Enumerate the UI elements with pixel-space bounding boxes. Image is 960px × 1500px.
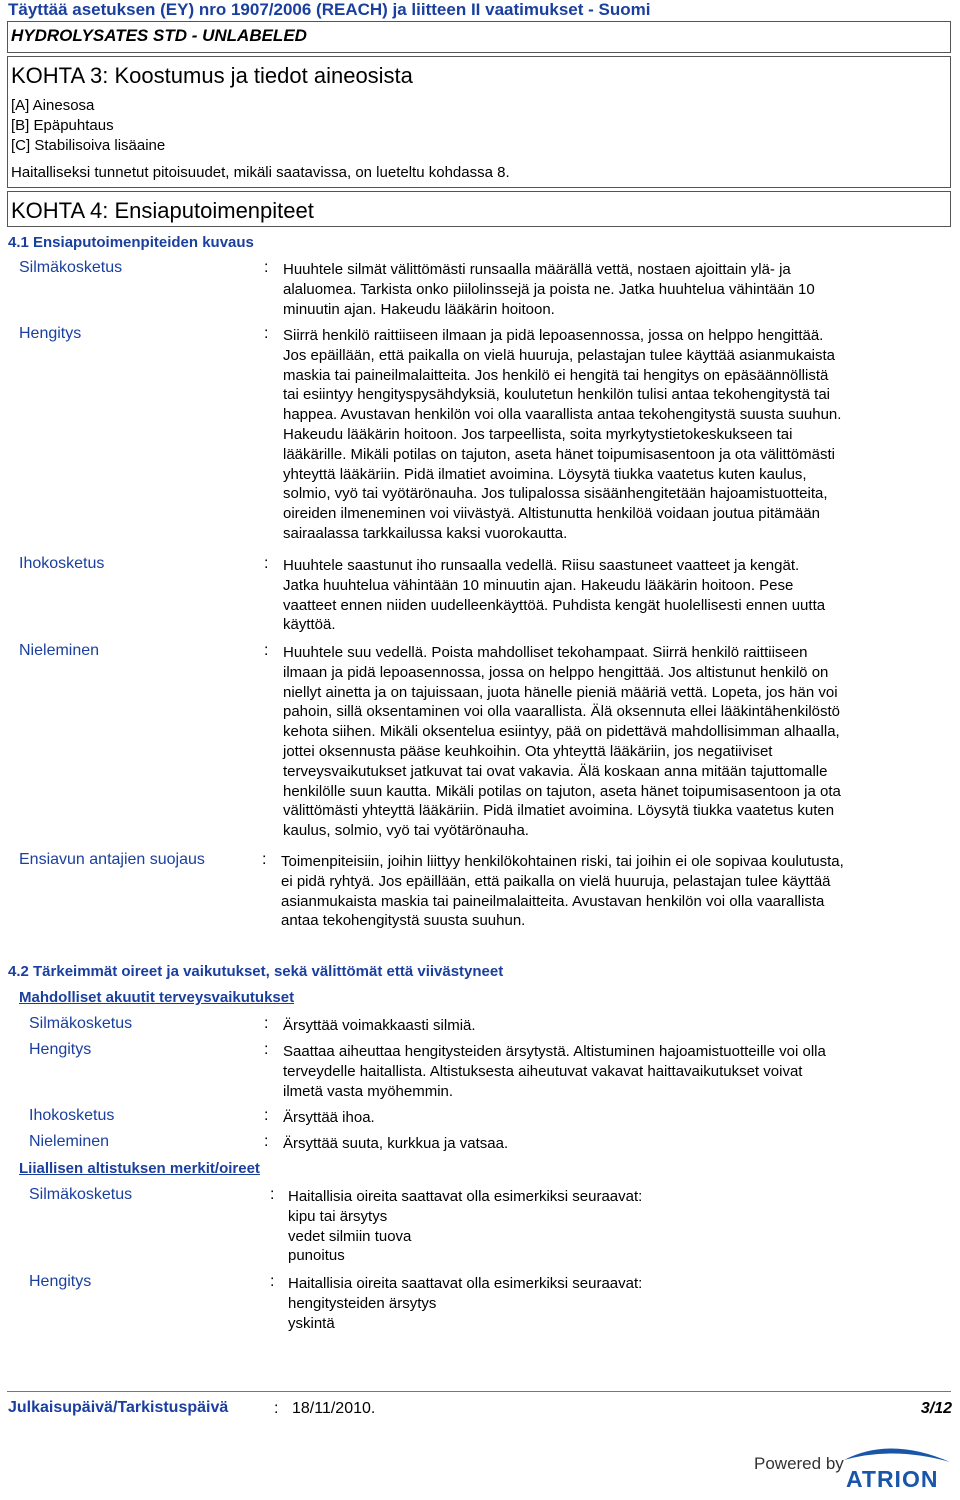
text-line: Huuhtele silmät välittömästi runsaalla määrällä vettä, nostaen ajoittain ylä- ja (283, 261, 791, 278)
legend-line-c: [C] Stabilisoiva lisäaine (11, 137, 166, 154)
text-line: Saattaa aiheuttaa hengitysteiden ärsytystä. Altistuminen hajoamistuotteille voi olla (283, 1043, 826, 1060)
first-aid-silmakosketus-text (283, 260, 815, 319)
acute-nieleminen-label: Nieleminen (29, 1133, 110, 1150)
text-line: oireiden ilmeneminen voi viivästyä. Altistunutta henkilöä voidaan joutua pitämään (283, 505, 820, 523)
text-line: happea. Avustavan henkilön voi olla vaarallista antaa tekohengitystä suusta suuhun. (283, 406, 842, 424)
footer-colon: : (274, 1400, 279, 1417)
acute-colon: : (264, 1133, 269, 1150)
page-number: 3/12 (920, 1400, 952, 1417)
legend-line-b: [B] Epäpuhtaus (11, 117, 114, 134)
first-aid-hengitys-text (283, 326, 841, 544)
text-line: terveydelle haitallista. Altistuksesta aiheutuvat vakavat haittavaikutukset voivat (283, 1062, 803, 1080)
acute-colon: : (264, 1107, 269, 1124)
acute-ihokosketus-text (283, 1108, 375, 1128)
first-aid-ensiavun-antajien-suojaus-text (281, 852, 844, 931)
text-line: solmio, vyö tai vyötärönauha. Jos tulipalossa sisäänhengitetään hajoamistuotteita, (283, 485, 828, 503)
text-line: Huuhtele suu vedellä. Poista mahdolliset tekohampaat. Siirrä henkilö raittiiseen (283, 644, 808, 661)
first-aid-ensiavun-antajien-suojaus-label: Ensiavun antajien suojaus (19, 851, 205, 868)
first-aid-colon: : (264, 555, 269, 572)
text-line: punoitus (288, 1247, 345, 1265)
text-line: Huuhtele saastunut iho runsaalla vedellä. Riisu saastuneet vaatteet ja kengät. (283, 557, 800, 574)
section-4-title: KOHTA 4: Ensiaputoimenpiteet (11, 198, 314, 223)
text-line: kipu tai ärsytys (288, 1207, 388, 1225)
text-line: Toimenpiteisiin, joihin liittyy henkilökohtainen riski, tai joihin ei ole sopivaa koulutusta, (281, 853, 844, 870)
overexposure-heading: Liiallisen altistuksen merkit/oireet (19, 1160, 260, 1177)
first-aid-silmakosketus-label: Silmäkosketus (19, 259, 123, 276)
subsection-4-2-title: 4.2 Tärkeimmät oireet ja vaikutukset, sekä välittömät että viivästyneet (8, 963, 504, 980)
hazard-note: Haitalliseksi tunnetut pitoisuudet, mikäli saatavissa, on lueteltu kohdassa 8. (11, 164, 510, 181)
first-aid-nieleminen-label: Nieleminen (19, 642, 100, 659)
text-line: pahoin, sillä oksentaminen voi olla vaarallista. Älä oksennuta ellei lääkintähenkilöstö (283, 703, 840, 721)
text-line: kaulus, solmio, vyö tai vyötärönauha. (283, 822, 529, 840)
acute-colon: : (264, 1041, 269, 1058)
text-line: Haitallisia oireita saattavat olla esimerkiksi seuraavat: (288, 1275, 643, 1292)
text-line: Ärsyttää ihoa. (283, 1109, 375, 1126)
text-line: sairaalassa tarkkailussa kaksi vuorokautta. (283, 524, 568, 542)
text-line: Ärsyttää suuta, kurkkua ja vatsaa. (283, 1135, 509, 1152)
text-line: terveysvaikutukset jatkuvat tai ovat vakavia. Älä koskaan anna mitään tajuttomalle (283, 762, 828, 780)
subsection-4-1-title: 4.1 Ensiaputoimenpiteiden kuvaus (8, 234, 254, 251)
text-line: ilmetä vasta myöhemmin. (283, 1082, 454, 1100)
acute-hengitys-text (283, 1042, 826, 1101)
section-4-box (7, 191, 951, 227)
text-line: Jatka huuhtelua vähintään 10 minuutin ajan. Hakeudu lääkärin hoitoon. Pese (283, 576, 794, 594)
text-line: tai esiintyy hengityspysähdyksiä, koulutetun henkilön tulisi antaa tekohengitystä tai (283, 386, 830, 404)
overexposure-colon: : (270, 1186, 275, 1203)
footer-divider (7, 1391, 951, 1392)
text-line: hengitysteiden ärsytys (288, 1294, 437, 1312)
overexposure-hengitys-label: Hengitys (29, 1273, 92, 1290)
legend-line-a: [A] Ainesosa (11, 97, 95, 114)
product-name-box (7, 21, 951, 53)
first-aid-colon: : (262, 851, 267, 868)
text-line: henkilölle suun kautta. Mikäli potilas on tajuton, aseta hänet toipumisasentoon ja ota (283, 782, 841, 800)
text-line: ilmaan ja pidä lepoasennossa, jossa on helppo hengittää. Jos altistunut henkilö on (283, 663, 829, 681)
text-line: asianmukaista maskia tai paineilmalaitteita. Avustavan henkilön voi olla vaarallista (281, 892, 825, 910)
product-name: HYDROLYSATES STD - UNLABELED (11, 26, 307, 45)
first-aid-hengitys-label: Hengitys (19, 325, 82, 342)
first-aid-nieleminen-text (283, 643, 841, 841)
section-3-box (7, 56, 951, 188)
text-line: vaatteet ennen niiden uudelleenkäyttöä. Puhdista kengät huolellisesti ennen uutta (283, 596, 826, 614)
document-title: Täyttää asetuksen (EY) nro 1907/2006 (REACH) ja liitteen II vaatimukset - Suomi (8, 0, 651, 19)
acute-nieleminen-text (283, 1134, 508, 1154)
text-line: Haitallisia oireita saattavat olla esimerkiksi seuraavat: (288, 1188, 643, 1205)
text-line: ei pidä ryhtyä. Jos epäillään, että paikalla on vielä huuruja, pelastajan tulee käyttää (281, 872, 831, 890)
first-aid-colon: : (264, 642, 269, 659)
overexposure-silmakosketus-text (288, 1187, 642, 1266)
text-line: käyttöä. (283, 616, 336, 634)
acute-hengitys-label: Hengitys (29, 1041, 92, 1058)
first-aid-colon: : (264, 325, 269, 342)
text-line: minuutin ajan. Hakeudu lääkärin hoitoon. (283, 300, 555, 318)
atrion-brand-text: ATRION (846, 1466, 939, 1492)
logo-swoosh (844, 1448, 950, 1462)
overexposure-hengitys-text (288, 1274, 642, 1333)
section-3-title: KOHTA 3: Koostumus ja tiedot aineosista (11, 63, 413, 88)
acute-effects-heading: Mahdolliset akuutit terveysvaikutukset (19, 989, 295, 1006)
first-aid-ihokosketus-label: Ihokosketus (19, 555, 105, 572)
text-line: jottei oksennusta pääse keuhkoihin. Ota yhteyttä lääkäriin, jos negatiiviset (283, 742, 773, 760)
overexposure-colon: : (270, 1273, 275, 1290)
overexposure-silmakosketus-label: Silmäkosketus (29, 1186, 133, 1203)
first-aid-ihokosketus-text (283, 556, 825, 635)
atrion-logo (752, 1440, 956, 1492)
text-line: kehota siihen. Mikäli oksentelua esiintyy, pää on pidettävä mahdollisimman alhaalla, (283, 723, 840, 741)
text-line: yskintä (288, 1314, 335, 1332)
acute-silmakosketus-text (283, 1016, 476, 1036)
text-line: yhteyttä lääkäriin. Pidä ilmatiet avoimina. Löysytä tiukka vaatetus kuten kaulus, (283, 465, 807, 483)
text-line: maskia tai paineilmalaitteita. Jos henkilö ei hengitä tai hengitys on epäsäännöllistä (283, 366, 829, 384)
footer-date: 18/11/2010. (292, 1400, 376, 1417)
acute-colon: : (264, 1015, 269, 1032)
text-line: Jos epäillään, että paikalla on vielä huuruja, pelastajan tulee käyttää asianmukaista (283, 346, 836, 364)
text-line: Siirrä henkilö raittiiseen ilmaan ja pidä lepoasennossa, jossa on helppo hengittää. (283, 327, 824, 344)
powered-by-text: Powered by (754, 1454, 844, 1473)
text-line: niellyt ainetta ja on tajuissaan, juota hänelle pieniä määriä vettä. Lopeta, jos hän voi (283, 683, 838, 701)
text-line: alaluomea. Tarkista onko piilolinssejä ja poista ne. Jatka huuhtelua vähintään 10 (283, 280, 815, 298)
text-line: Ärsyttää voimakkaasti silmiä. (283, 1017, 476, 1034)
text-line: antaa tekohengitystä suusta suuhun. (281, 912, 526, 930)
footer-date-label: Julkaisupäivä/Tarkistuspäivä (8, 1399, 229, 1416)
text-line: lääkärille. Mikäli potilas on tajuton, aseta hänet toipumisasentoon ja ota välittömästi (283, 445, 835, 463)
text-line: Hakeudu lääkärin hoitoon. Jos tarpeellista, soita myrkytystietokeskukseen tai (283, 425, 793, 443)
acute-ihokosketus-label: Ihokosketus (29, 1107, 115, 1124)
first-aid-colon: : (264, 259, 269, 276)
text-line: vedet silmiin tuova (288, 1227, 412, 1245)
acute-silmakosketus-label: Silmäkosketus (29, 1015, 133, 1032)
text-line: välittömästi yhteyttä lääkäriin. Pidä ilmatiet avoimina. Löysytä tiukka vaatetus kuten (283, 802, 835, 820)
